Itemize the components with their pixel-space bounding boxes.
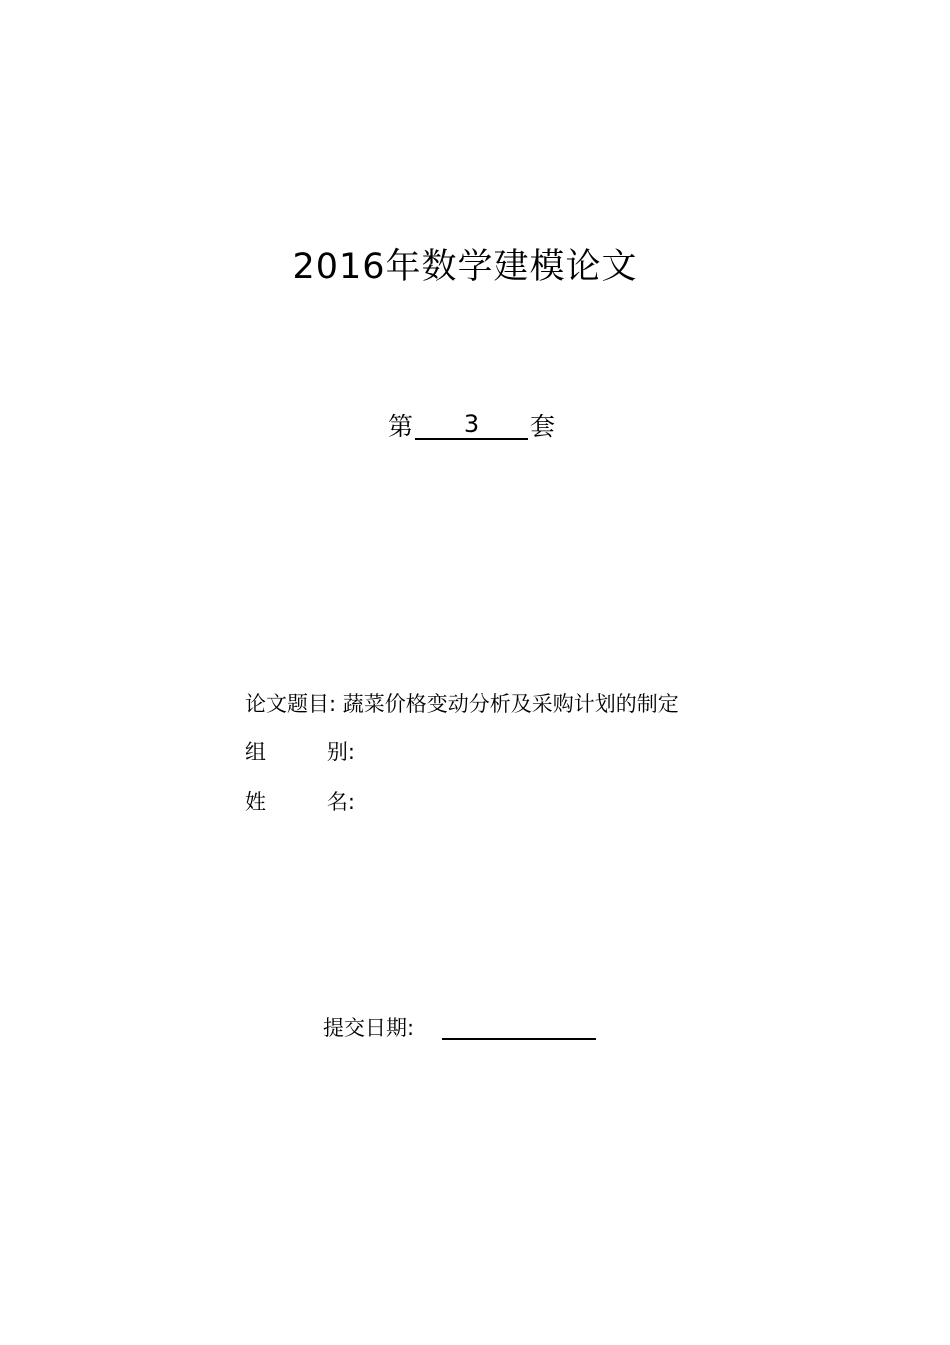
submit-date-blank bbox=[442, 1014, 596, 1040]
set-number: 3 bbox=[415, 410, 528, 440]
group-field bbox=[245, 737, 362, 767]
group-label bbox=[245, 737, 355, 767]
topic-field bbox=[245, 689, 679, 719]
name-label bbox=[245, 787, 355, 817]
submit-date-label: 提交日期: bbox=[323, 1016, 415, 1040]
topic-value: 蔬菜价格变动分析及采购计划的制定 bbox=[342, 692, 679, 716]
document-title: 2016年数学建模论文 bbox=[292, 247, 638, 287]
submit-date-line bbox=[323, 1013, 596, 1043]
group-label-second: 别: bbox=[326, 740, 355, 764]
set-number-line bbox=[388, 410, 555, 444]
name-label-first: 姓 bbox=[245, 790, 266, 814]
set-suffix: 套 bbox=[530, 412, 556, 441]
group-label-first: 组 bbox=[245, 740, 266, 764]
name-label-second: 名: bbox=[326, 790, 355, 814]
name-field bbox=[245, 787, 362, 817]
topic-label: 论文题目: bbox=[245, 692, 337, 716]
set-prefix: 第 bbox=[388, 412, 414, 441]
